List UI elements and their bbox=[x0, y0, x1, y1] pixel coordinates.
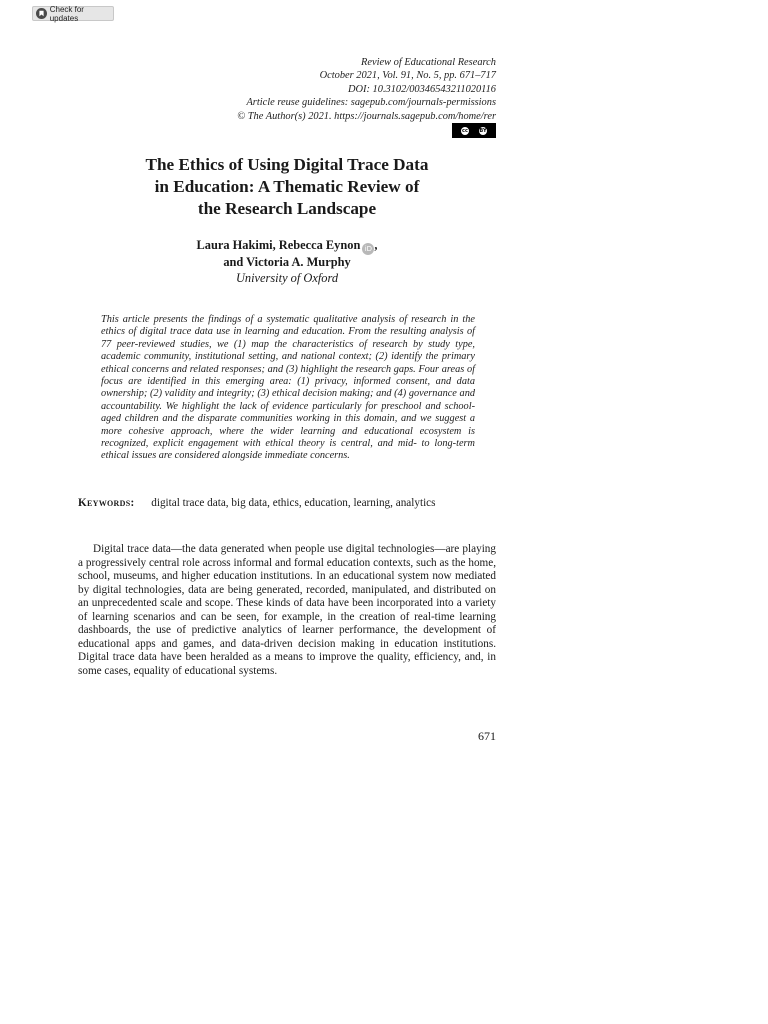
check-for-updates-label: Check for updates bbox=[49, 4, 84, 23]
cc-icon: cc bbox=[460, 126, 470, 136]
abstract: This article presents the findings of a systematic qualitative analysis of research in the ethics of digital trace data use in learning and education. From the resulting analysis of 77 peer-reviewed studies, we (1) map the characteristics of research by study type, academic community, institutional setting, and national context; (2) identify the primary ethical concerns and related responses; and (3) highlight the research gaps. Four areas of focus are identified in this emerging area: (1) privacy, informed consent, and data ownership; (2) validity and integrity; (3) ethical decision making; and (4) governance and accountability. We highlight the lack of evidence particularly for preschool and school-aged children and the disparate communities working in this domain, and we suggest a more cohesive approach, where the wider learning and educational ecosystem is recognized, explicit engagement with ethical theory is central, and mid- to long-term ethical issues are considered alongside immediate concerns. bbox=[101, 314, 475, 462]
authors-line-1 bbox=[100, 238, 474, 255]
body-paragraph: Digital trace data—the data generated when people use digital technologies—are playing a progressively central role across informal and formal education contexts, such as the home, school, museums, and higher education institutions. In an educational system now mediated by digital technologies, data are being generated, recorded, manipulated, and distributed on an unprecedented scale and scope. These kinds of data have been incorporated into a variety of learning scenarios and can be seen, for example, in the creation of real-time learning dashboards, the use of predictive analytics of learner performance, the development of educational apps and games, and data-driven decision making in education institutions. Digital trace data have been heralded as a means to improve the quality, efficiency, and, in some cases, equality of educational systems. bbox=[78, 543, 496, 677]
doi: DOI: 10.3102/00346543211020116 bbox=[348, 83, 496, 95]
journal-issue: October 2021, Vol. 91, No. 5, pp. 671–717 bbox=[319, 70, 496, 82]
page-number: 671 bbox=[478, 729, 496, 743]
author-separator: , bbox=[374, 238, 378, 252]
by-icon: BY bbox=[479, 127, 487, 134]
bookmark-icon bbox=[36, 8, 47, 19]
journal-meta bbox=[237, 56, 496, 123]
title-line: the Research Landscape bbox=[197, 199, 377, 218]
title-line: in Education: A Thematic Review of bbox=[154, 177, 420, 196]
affiliation: University of Oxford bbox=[235, 270, 339, 285]
copyright: © The Author(s) 2021. https://journals.sagepub.com/home/rer bbox=[237, 110, 496, 122]
title-line: The Ethics of Using Digital Trace Data bbox=[145, 155, 429, 174]
keywords-list: digital trace data, big data, ethics, education, learning, analytics bbox=[151, 497, 436, 509]
keywords-line bbox=[78, 497, 436, 509]
check-for-updates-button[interactable] bbox=[32, 6, 114, 21]
authors-line-2: and Victoria A. Murphy bbox=[223, 255, 351, 269]
orcid-icon[interactable]: iD bbox=[362, 243, 374, 255]
cc-by-license-badge[interactable] bbox=[452, 123, 496, 138]
journal-name: Review of Educational Research bbox=[361, 57, 496, 68]
keywords-label: Keywords: bbox=[78, 497, 135, 509]
reuse-guidelines: Article reuse guidelines: sagepub.com/journals-permissions bbox=[246, 97, 496, 109]
author-names: Laura Hakimi, Rebecca Eynon bbox=[196, 238, 361, 252]
article-title bbox=[100, 154, 474, 220]
author-block bbox=[100, 238, 474, 286]
